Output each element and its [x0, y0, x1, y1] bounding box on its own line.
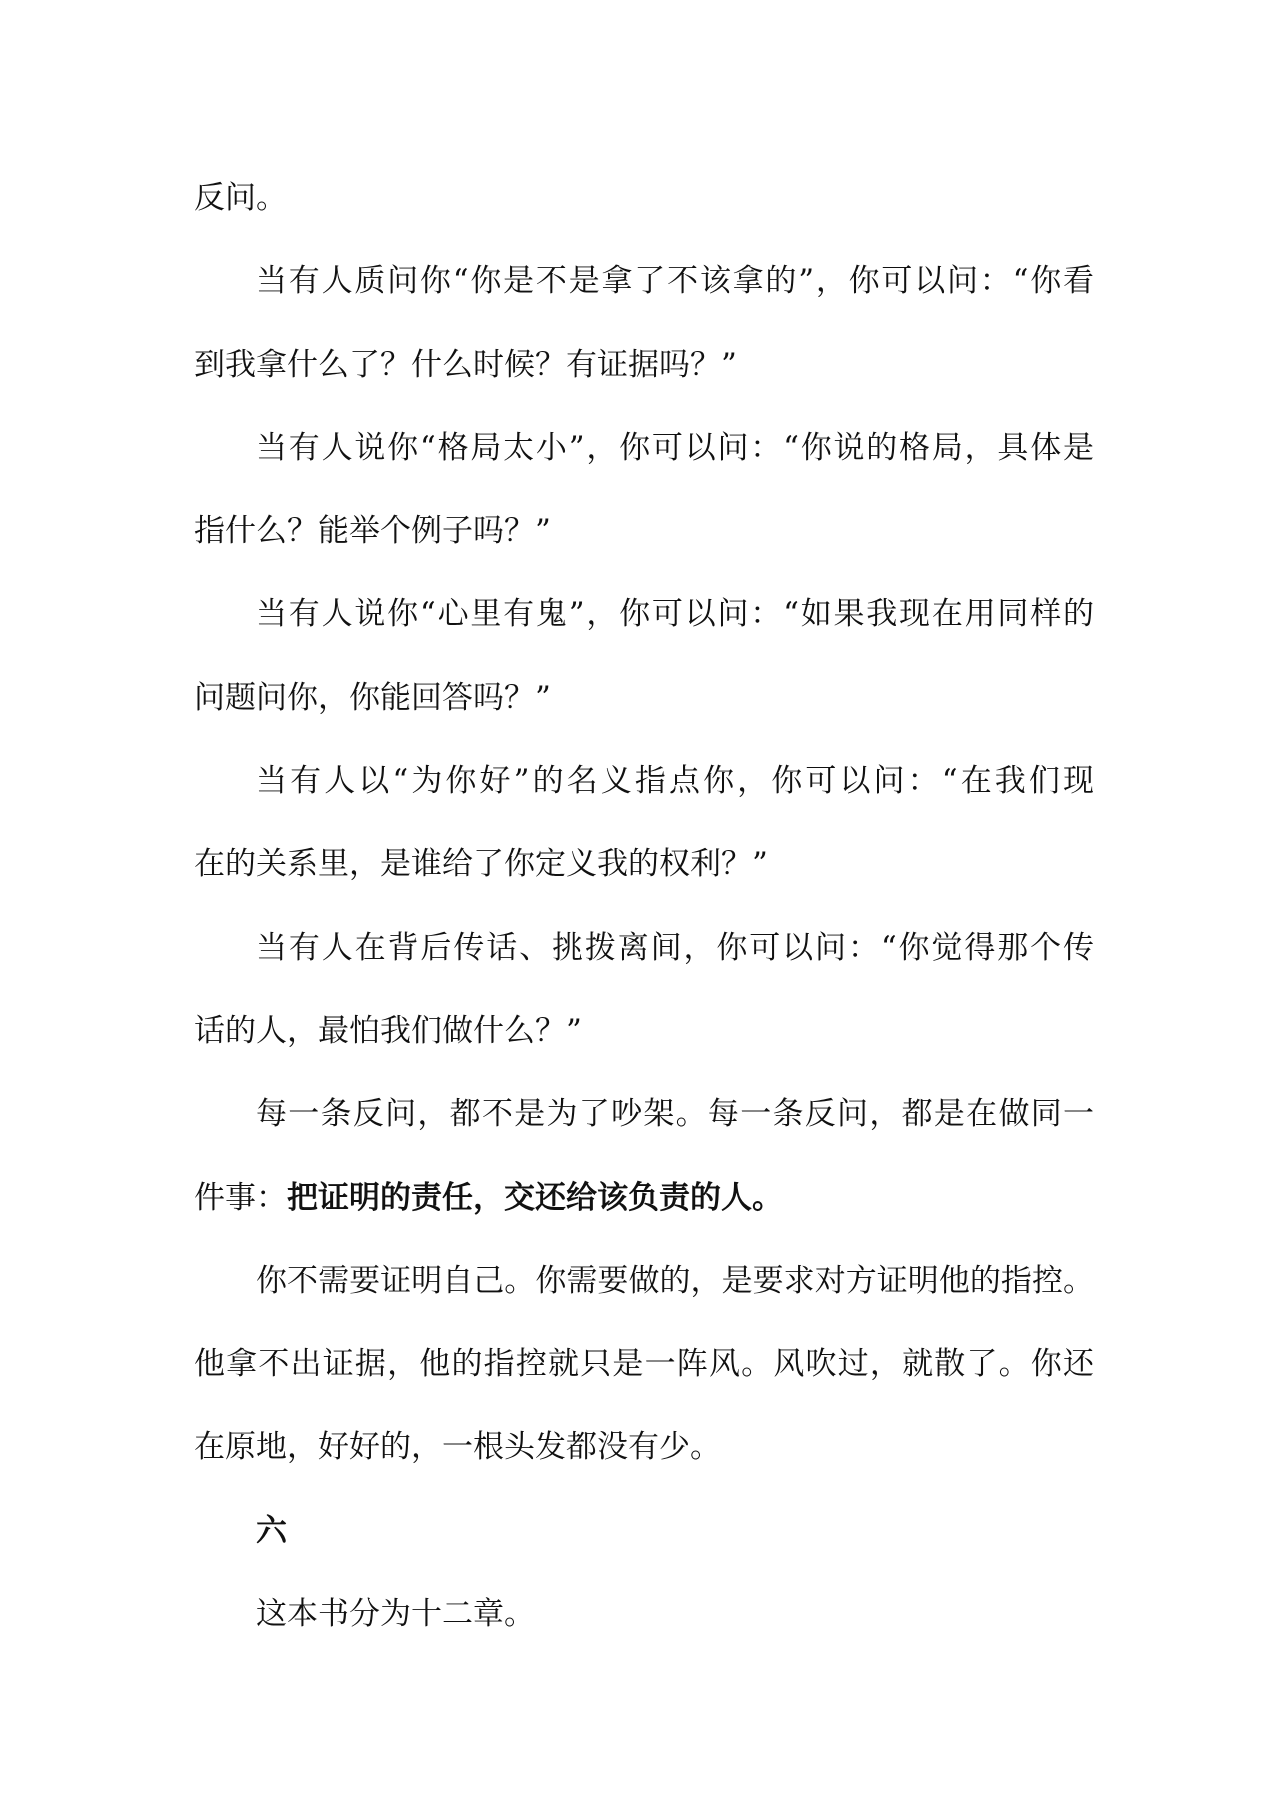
paragraph-line: 当有人说你“心里有鬼”，你可以问：“如果我现在用同样的 — [256, 596, 1094, 633]
paragraph-line: 在的关系里，是谁给了你定义我的权利？” — [194, 846, 768, 883]
paragraph-line: 当有人在背后传话、挑拨离间，你可以问：“你觉得那个传 — [256, 929, 1094, 966]
paragraph-line: 问题问你，你能回答吗？” — [194, 679, 551, 716]
body-text — [194, 157, 1094, 1656]
paragraph-line: 你不需要证明自己。你需要做的，是要求对方证明他的指控。 — [256, 1262, 1094, 1299]
bold-emphasis: 把证明的责任，交还给该负责的人。 — [287, 1179, 783, 1216]
paragraph-line: 反问。 — [194, 180, 287, 216]
paragraph-line: 当有人以“为你好”的名义指点你，你可以问：“在我们现 — [256, 763, 1094, 800]
section-intro: 这本书分为十二章。 — [256, 1596, 535, 1633]
line-text: 件事： — [194, 1179, 287, 1216]
paragraph-line: 当有人说你“格局太小”，你可以问：“你说的格局，具体是 — [256, 429, 1094, 466]
paragraph-line: 当有人质问你“你是不是拿了不该拿的”，你可以问：“你看 — [256, 263, 1094, 300]
section-heading: 六 — [256, 1512, 287, 1549]
paragraph-line: 在原地，好好的，一根头发都没有少。 — [194, 1429, 721, 1466]
paragraph-line: 每一条反问，都不是为了吵架。每一条反问，都是在做同一 — [256, 1096, 1094, 1133]
paragraph-line: 到我拿什么了？什么时候？有证据吗？” — [194, 346, 737, 383]
paragraph-line: 他拿不出证据，他的指控就只是一阵风。风吹过，就散了。你还 — [194, 1346, 1094, 1383]
paragraph-line: 指什么？能举个例子吗？” — [194, 513, 551, 550]
paragraph-line: 话的人，最怕我们做什么？” — [194, 1012, 582, 1049]
paragraph-line-emphasis — [194, 1157, 1094, 1240]
